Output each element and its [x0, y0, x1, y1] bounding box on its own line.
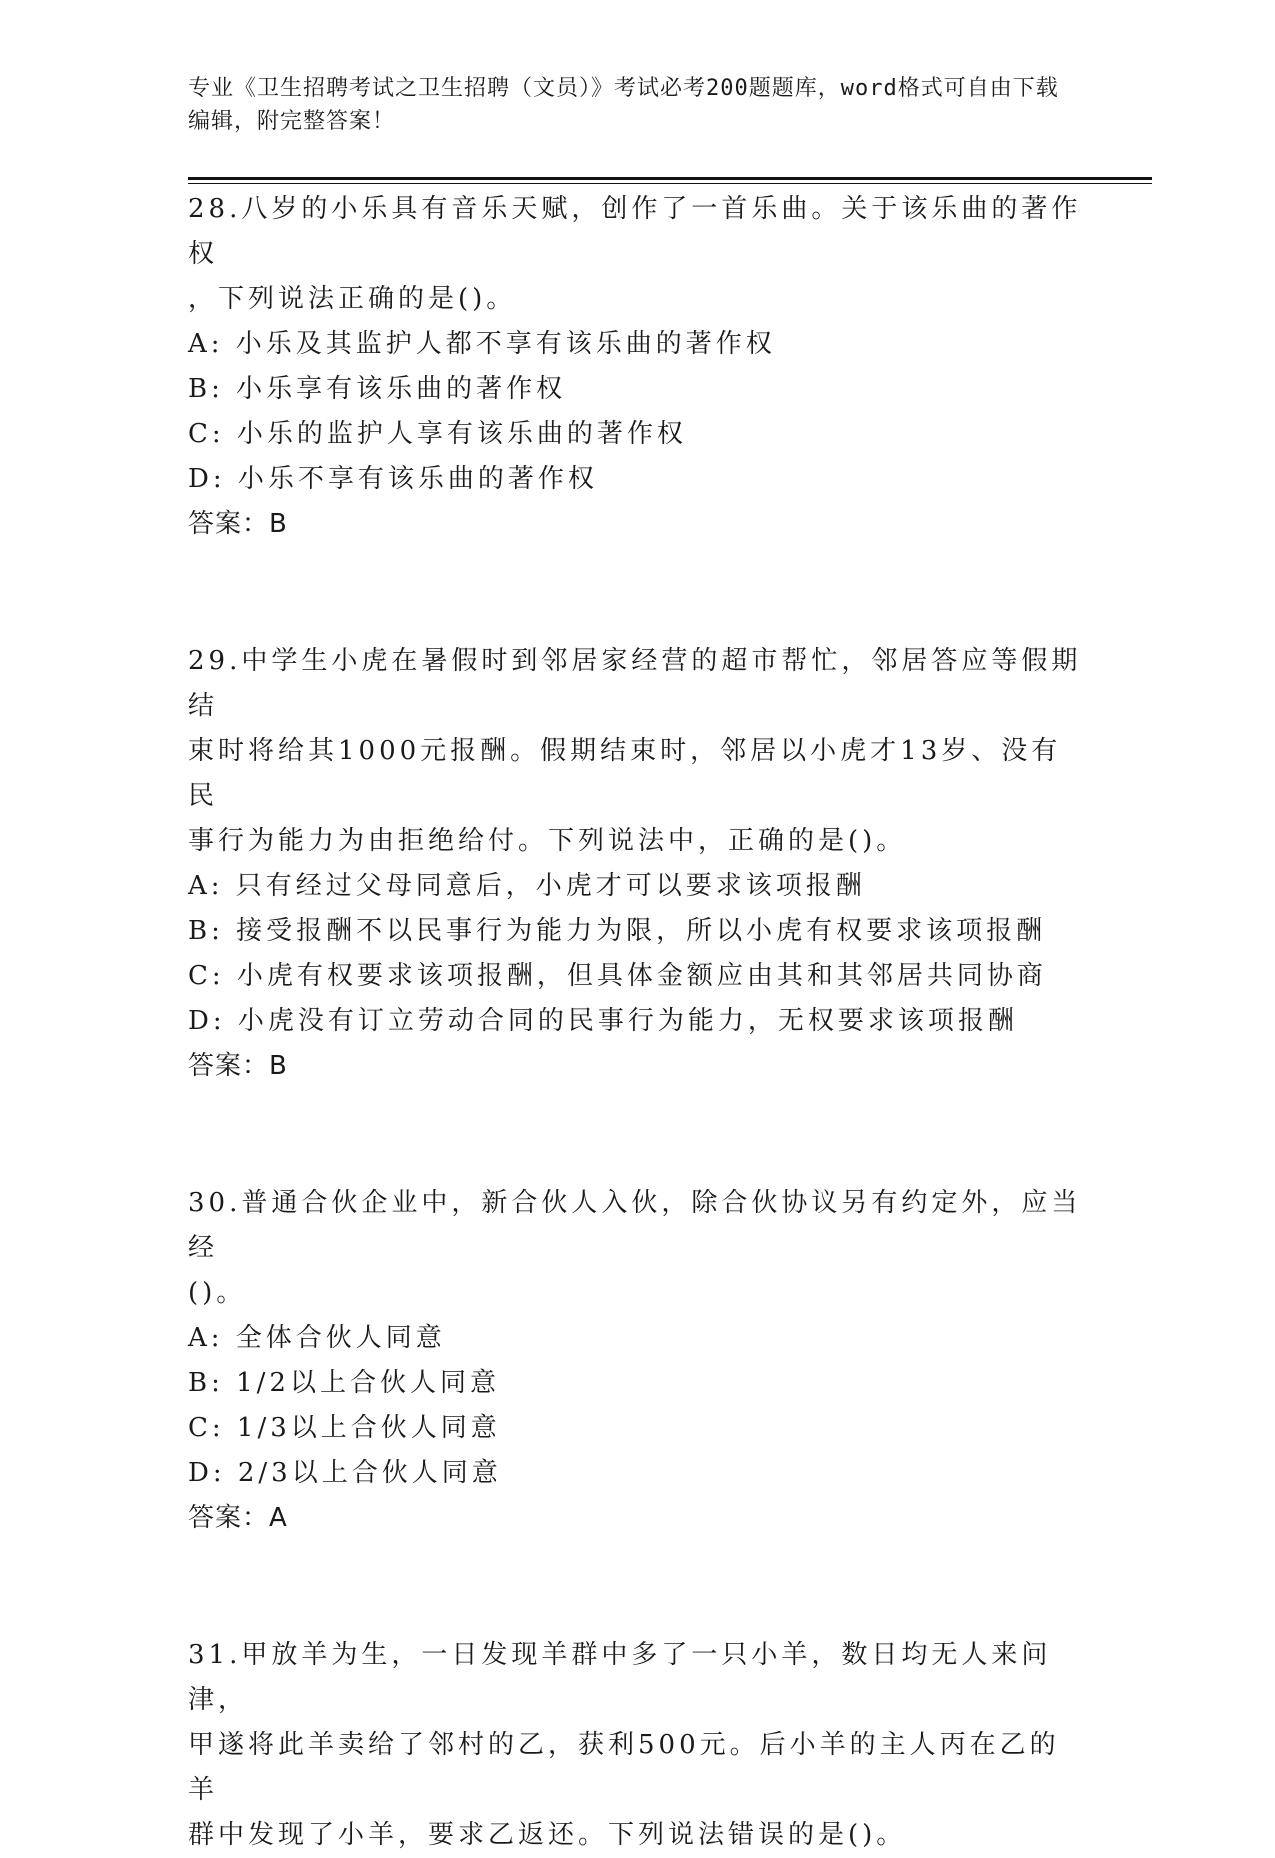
- option-d: D: 2/3以上合伙人同意: [188, 1458, 502, 1488]
- option-b: B: 接受报酬不以民事行为能力为限，所以小虎有权要求该项报酬: [188, 916, 1047, 946]
- header-rule-thick: [188, 177, 1152, 180]
- question-stem-line: 甲遂将此羊卖给了邻村的乙，获利500元。后小羊的主人丙在乙的羊: [188, 1730, 1060, 1805]
- question-stem-line: ()。: [188, 1278, 247, 1308]
- option-b: B: 1/2以上合伙人同意: [188, 1368, 500, 1398]
- option-a: A: 只有经过父母同意后，小虎才可以要求该项报酬: [188, 871, 866, 901]
- option-a: A: 小乐及其监护人都不享有该乐曲的著作权: [188, 329, 776, 359]
- option-d: D: 小虎没有订立劳动合同的民事行为能力，无权要求该项报酬: [188, 1006, 1018, 1036]
- question-29: [188, 639, 1088, 1089]
- question-list: [188, 187, 1088, 1858]
- question-stem-line: 31.甲放羊为生，一日发现羊群中多了一只小羊，数日均无人来问津，: [188, 1640, 1052, 1715]
- document-intro: 专业《卫生招聘考试之卫生招聘（文员）》考试必考200题题库，word格式可自由下载编辑，附完整答案！: [188, 76, 1059, 134]
- question-28: [188, 187, 1088, 547]
- header-rule-thin: [188, 183, 1152, 184]
- option-c: C: 小乐的监护人享有该乐曲的著作权: [188, 419, 687, 449]
- question-stem-line: 事行为能力为由拒绝给付。下列说法中，正确的是()。: [188, 826, 907, 856]
- question-stem-line: 29.中学生小虎在暑假时到邻居家经营的超市帮忙，邻居答应等假期结: [188, 646, 1082, 721]
- option-a: A: 全体合伙人同意: [188, 1323, 446, 1353]
- answer: 答案：B: [188, 509, 288, 539]
- answer: 答案：B: [188, 1051, 288, 1081]
- question-stem-line: 束时将给其1000元报酬。假期结束时，邻居以小虎才13岁、没有民: [188, 736, 1062, 811]
- answer: 答案：A: [188, 1503, 288, 1533]
- question-stem-line: ，下列说法正确的是()。: [188, 284, 517, 314]
- question-stem-line: 30.普通合伙企业中，新合伙人入伙，除合伙协议另有约定外，应当经: [188, 1188, 1082, 1263]
- option-b: B: 小乐享有该乐曲的著作权: [188, 374, 567, 404]
- option-d: D: 小乐不享有该乐曲的著作权: [188, 464, 598, 494]
- question-stem-line: 群中发现了小羊，要求乙返还。下列说法错误的是()。: [188, 1820, 907, 1850]
- option-c: C: 小虎有权要求该项报酬，但具体金额应由其和其邻居共同协商: [188, 961, 1047, 991]
- question-31: [188, 1633, 1088, 1858]
- question-stem-line: 28.八岁的小乐具有音乐天赋，创作了一首乐曲。关于该乐曲的著作权: [188, 194, 1082, 269]
- question-30: [188, 1181, 1088, 1541]
- option-c: C: 1/3以上合伙人同意: [188, 1413, 501, 1443]
